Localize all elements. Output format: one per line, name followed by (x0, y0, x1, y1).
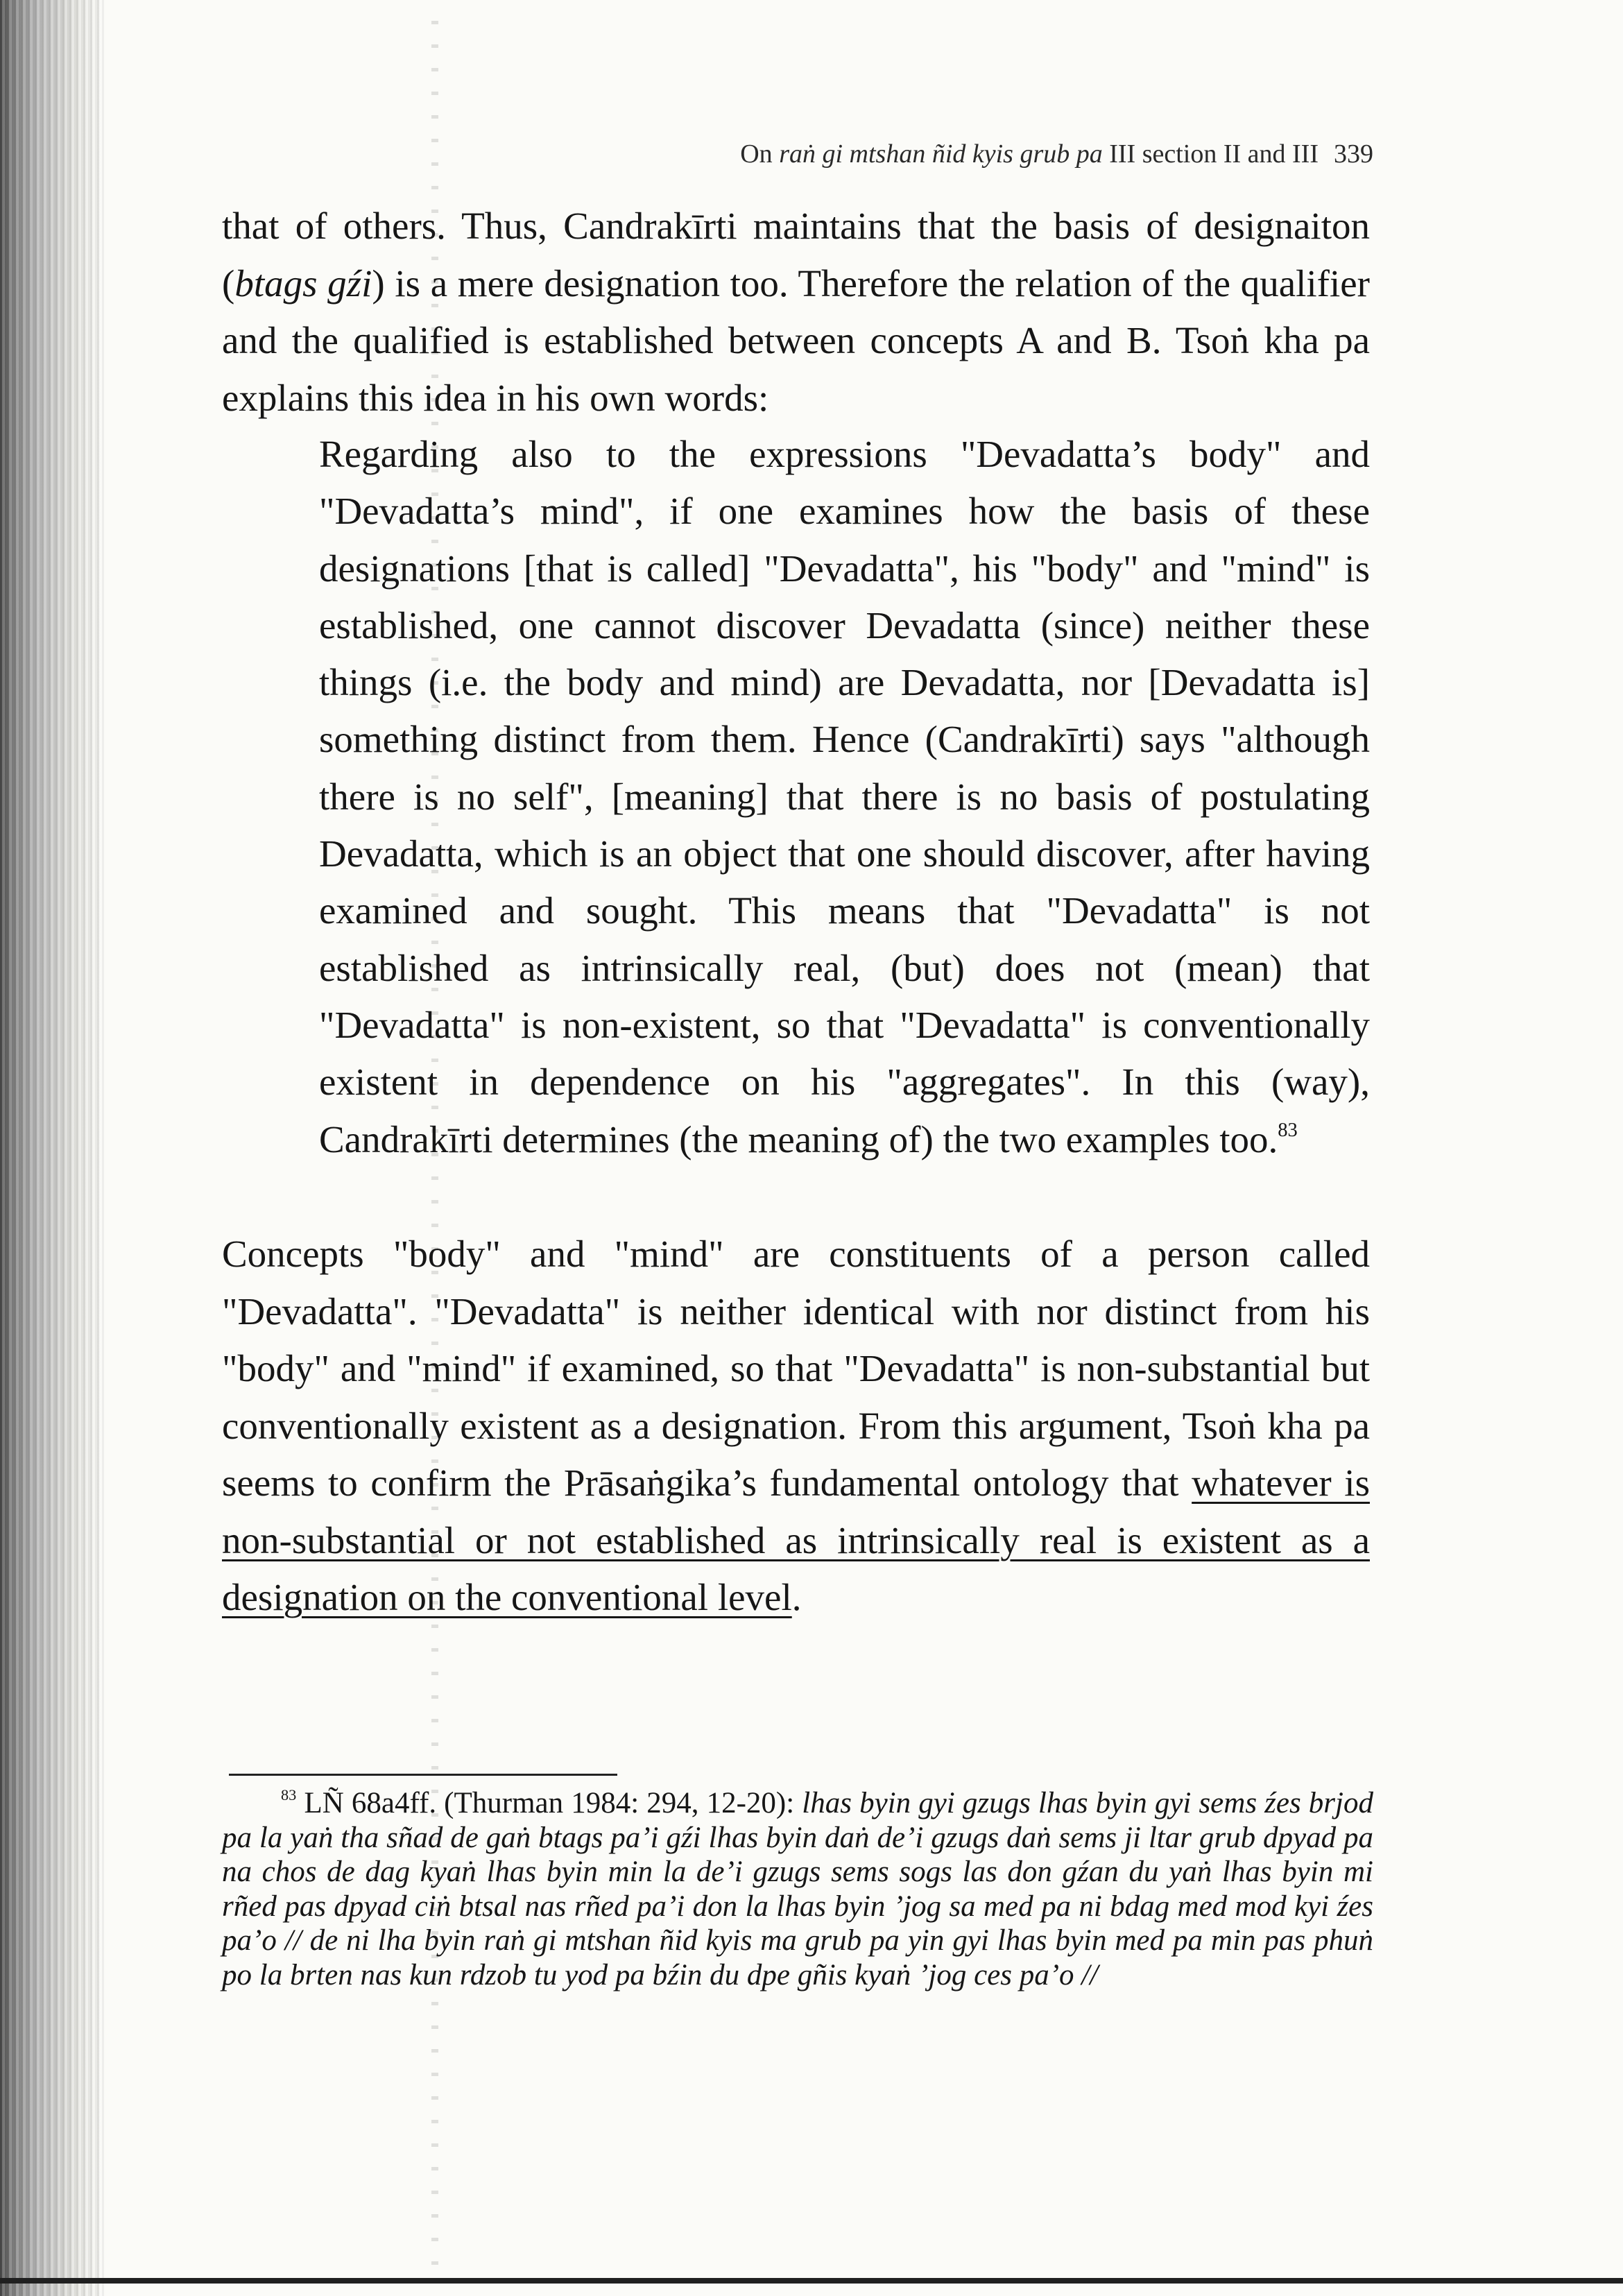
footnote-83 (222, 1786, 1373, 1992)
running-header (499, 135, 1373, 173)
header-section-text: III section II and III (1102, 139, 1319, 169)
block-quote (319, 426, 1370, 1168)
footnote-tibetan-text: lhas byin gyi gzugs lhas byin gyi sems źes brjod pa la yaṅ tha sñad de gaṅ btags pa’i gźi lhas byin daṅ de’i gzugs daṅ sems ji ltar grub dpyad pa na chos de dag kyaṅ lhas byin min la de’i gzugs sems sogs las don gźan du yaṅ lhas byin mi rñed pas dpyad ciṅ btsal nas rñed pa’i don la lhas byin ’jog sa med pa ni bdag med mod kyi źes pa’o // de ni lha byin raṅ gi mtshan ñid kyis ma grub pa yin gyi lhas byin med pa min pas phuṅ po la brten nas kun rdzob tu yod pa bźin du dpe gñis kyaṅ ’jog ces pa’o // (222, 1787, 1373, 1991)
quote-text: Regarding also to the expressions "Devadatta’s body" and "Devadatta’s mind", if one examines how the basis of these designations [that is called] "Devadatta", his "body" and "mind" is established, one cannot discover Devadatta (since) neither these things (i.e. the body and mind) are Devadatta, nor [Devadatta is] something distinct from them. Hence (Candrakīrti) says "although there is no self", [meaning] that there is no basis of postulating Devadatta, which is an object that one should discover, after having examined and sought. This means that "Devadatta" is not established as intrinsically real, (but) does not (mean) that "Devadatta" is non-existent, so that "Devadatta" is conventionally existent in dependence on his "aggregates". In this (way), Candrakīrti determines (the meaning of) the two examples too. (319, 433, 1370, 1160)
underlined-conclusion: whatever is non-substantial or not established as intrinsically real is existent as a designation on the conventional level (222, 1462, 1370, 1618)
footnote-divider (229, 1774, 617, 1776)
footnote-number: 83 (281, 1786, 297, 1804)
page-number: 339 (1334, 139, 1373, 169)
paragraph-1-text-a: that of others. Thus, Candrakīrti maintains that the basis of designaiton ( (222, 205, 1370, 305)
paragraph-1 (222, 198, 1370, 427)
paragraph-1-term: btags gźi (234, 262, 372, 305)
paragraph-1-text-b: ) is a mere designation too. Therefore the relation of the qualifier and the qualified is established between concepts A and B. Tsoṅ kha pa explains this idea in his own words: (222, 262, 1370, 419)
scanned-page-edge (0, 0, 104, 2296)
header-italic-title: raṅ gi mtshan ñid kyis grub pa (779, 139, 1103, 169)
quote-footnote-reference: 83 (1278, 1119, 1298, 1141)
bottom-scan-border (0, 2278, 1623, 2284)
paragraph-2 (222, 1226, 1370, 1627)
footnote-citation: LÑ 68a4ff. (Thurman 1984: 294, 12-20): (296, 1787, 802, 1819)
header-prefix: On (740, 139, 780, 169)
paragraph-2-text: Concepts "body" and "mind" are constituents of a person called "Devadatta". "Devadatta" is neither identical with nor distinct from his "body" and "mind" if examined, so that "Devadatta" is non-substantial but conventionally existent as a designation. From this argument, Tsoṅ kha pa seems to confirm the Prāsaṅgika’s fundamental ontology that (222, 1233, 1370, 1504)
paragraph-2-end: . (791, 1576, 802, 1618)
